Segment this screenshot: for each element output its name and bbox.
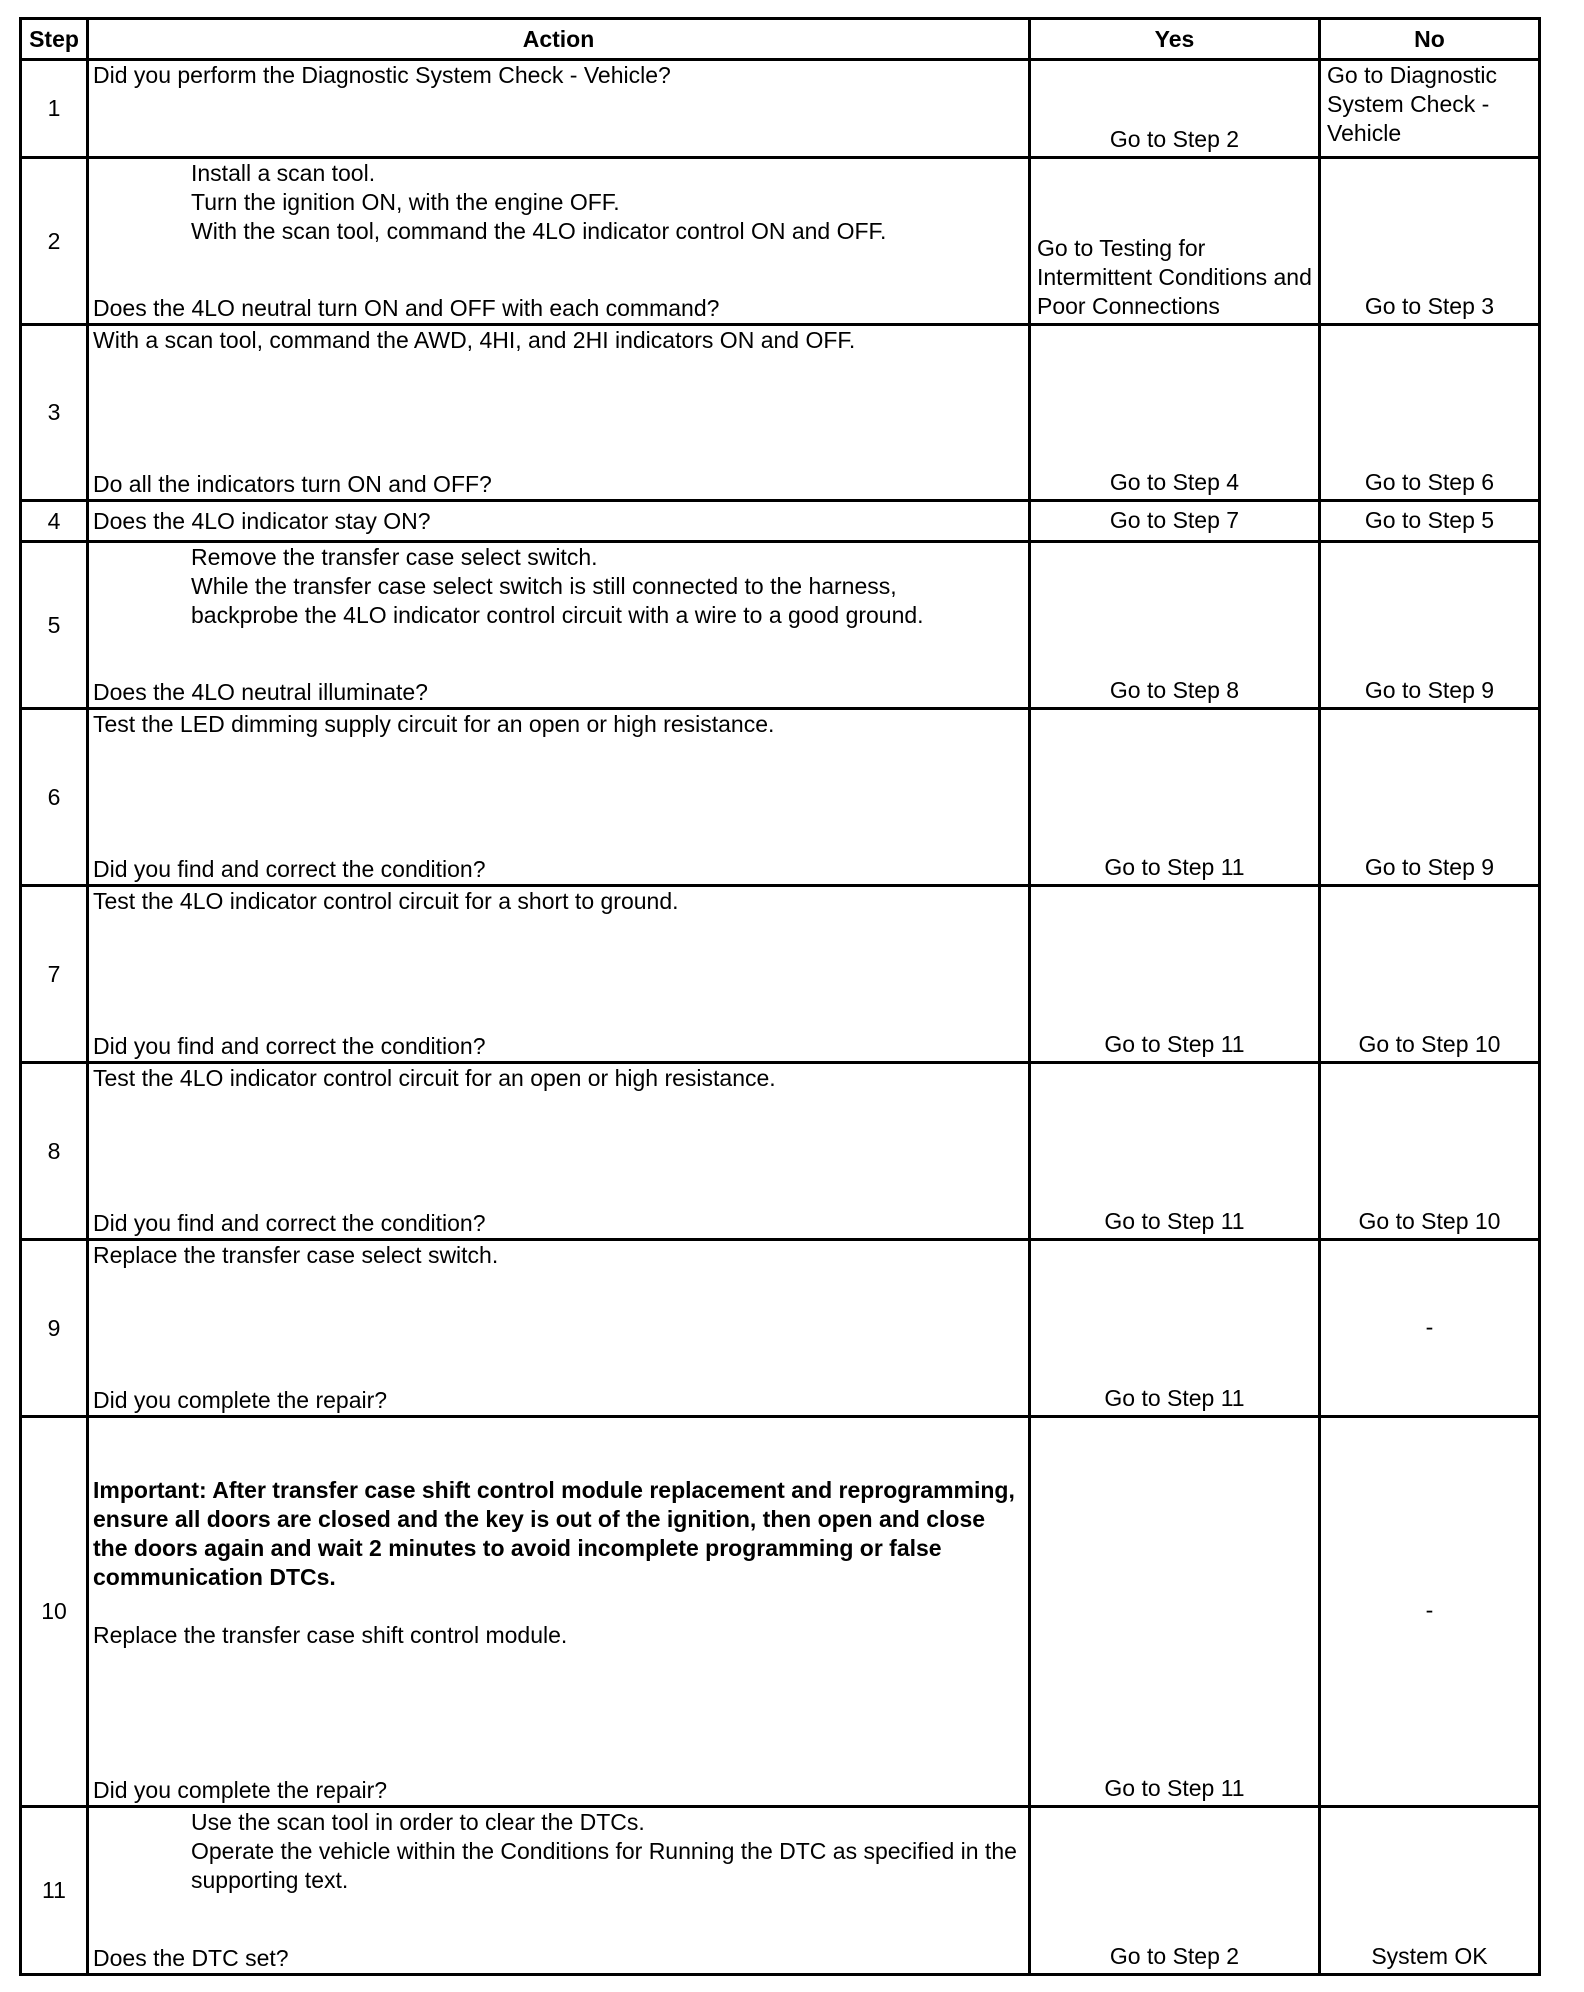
yes-cell: Go to Step 7 (1030, 501, 1320, 542)
action-question: Do all the indicators turn ON and OFF? (93, 471, 492, 497)
action-substep: While the transfer case select switch is still connected to the harness, (191, 573, 897, 599)
action-cell (88, 542, 1030, 709)
no-cell: Go to Step 6 (1320, 325, 1540, 501)
action-question: Did you complete the repair? (93, 1387, 388, 1413)
step-number: 11 (21, 1807, 88, 1975)
action-substep: backprobe the 4LO indicator control circuit with a wire to a good ground. (191, 602, 924, 628)
action-question: Does the DTC set? (93, 1945, 289, 1971)
header-step: Step (21, 19, 88, 60)
action-instruction: With a scan tool, command the AWD, 4HI, and 2HI indicators ON and OFF. (93, 327, 856, 353)
yes-cell: Go to Step 11 (1030, 1240, 1320, 1417)
table-row (21, 1417, 1540, 1807)
yes-cell: Go to Testing for Intermittent Conditions and Poor Connections (1030, 158, 1320, 325)
no-cell: Go to Step 9 (1320, 709, 1540, 886)
step-number: 3 (21, 325, 88, 501)
action-instruction: Test the 4LO indicator control circuit for an open or high resistance. (93, 1065, 776, 1091)
table-row (21, 1240, 1540, 1417)
action-instruction: Test the 4LO indicator control circuit for a short to ground. (93, 888, 679, 914)
step-number: 5 (21, 542, 88, 709)
step-number: 6 (21, 709, 88, 886)
action-instruction: Replace the transfer case select switch. (93, 1242, 499, 1268)
action-substep: Use the scan tool in order to clear the DTCs. (191, 1809, 645, 1835)
no-cell: Go to Step 9 (1320, 542, 1540, 709)
no-cell: Go to Step 5 (1320, 501, 1540, 542)
table-row (21, 60, 1540, 158)
no-cell: - (1320, 1417, 1540, 1807)
action-question: Does the 4LO neutral illuminate? (93, 679, 428, 705)
action-question: Did you perform the Diagnostic System Check - Vehicle? (93, 62, 671, 88)
no-cell: System OK (1320, 1807, 1540, 1975)
action-substep: With the scan tool, command the 4LO indicator control ON and OFF. (191, 218, 887, 244)
step-number: 2 (21, 158, 88, 325)
action-cell (88, 1240, 1030, 1417)
action-cell (88, 709, 1030, 886)
yes-cell: Go to Step 4 (1030, 325, 1320, 501)
action-question: Did you find and correct the condition? (93, 1033, 486, 1059)
action-substep: Remove the transfer case select switch. (191, 544, 598, 570)
action-question: Did you find and correct the condition? (93, 1210, 486, 1236)
action-cell (88, 501, 1030, 542)
header-no: No (1320, 19, 1540, 60)
header-yes: Yes (1030, 19, 1320, 60)
no-cell: Go to Step 10 (1320, 1063, 1540, 1240)
step-number: 8 (21, 1063, 88, 1240)
important-note: Important: After transfer case shift control module replacement and reprogramming, ensure all doors are closed and the key is out of the ignition, then open and close the doors again and wait 2 minutes to avoid incomplete programming or false communication DTCs. (93, 1477, 1015, 1590)
action-cell (88, 1063, 1030, 1240)
yes-cell: Go to Step 2 (1030, 60, 1320, 158)
table-row (21, 158, 1540, 325)
step-number: 4 (21, 501, 88, 542)
table-row (21, 709, 1540, 886)
header-row (21, 19, 1540, 60)
action-cell (88, 158, 1030, 325)
action-substep: Turn the ignition ON, with the engine OFF. (191, 189, 620, 215)
step-number: 10 (21, 1417, 88, 1807)
action-substep: Operate the vehicle within the Conditions for Running the DTC as specified in the supporting text. (191, 1838, 1017, 1893)
action-question: Does the 4LO neutral turn ON and OFF with each command? (93, 295, 720, 321)
action-question: Did you find and correct the condition? (93, 856, 486, 882)
table-row (21, 325, 1540, 501)
table-row (21, 542, 1540, 709)
table-row (21, 886, 1540, 1063)
no-cell: Go to Step 10 (1320, 886, 1540, 1063)
step-number: 7 (21, 886, 88, 1063)
step-number: 1 (21, 60, 88, 158)
yes-cell: Go to Step 2 (1030, 1807, 1320, 1975)
no-cell: Go to Step 3 (1320, 158, 1540, 325)
no-cell: Go to Diagnostic System Check - Vehicle (1320, 60, 1540, 158)
yes-cell: Go to Step 11 (1030, 886, 1320, 1063)
table-row (21, 1063, 1540, 1240)
action-question: Does the 4LO indicator stay ON? (93, 507, 431, 534)
action-substep: Install a scan tool. (191, 160, 376, 186)
header-action: Action (88, 19, 1030, 60)
action-instruction: Replace the transfer case shift control module. (93, 1622, 568, 1648)
yes-cell: Go to Step 11 (1030, 1063, 1320, 1240)
action-question: Did you complete the repair? (93, 1777, 388, 1803)
action-cell (88, 60, 1030, 158)
yes-cell: Go to Step 11 (1030, 709, 1320, 886)
yes-cell: Go to Step 8 (1030, 542, 1320, 709)
action-cell (88, 325, 1030, 501)
action-cell (88, 886, 1030, 1063)
action-cell (88, 1807, 1030, 1975)
table-row (21, 1807, 1540, 1975)
step-number: 9 (21, 1240, 88, 1417)
action-cell (88, 1417, 1030, 1807)
table-row (21, 501, 1540, 542)
yes-cell: Go to Step 11 (1030, 1417, 1320, 1807)
no-cell: - (1320, 1240, 1540, 1417)
action-instruction: Test the LED dimming supply circuit for an open or high resistance. (93, 711, 775, 737)
diagnostic-table (19, 17, 1541, 1976)
